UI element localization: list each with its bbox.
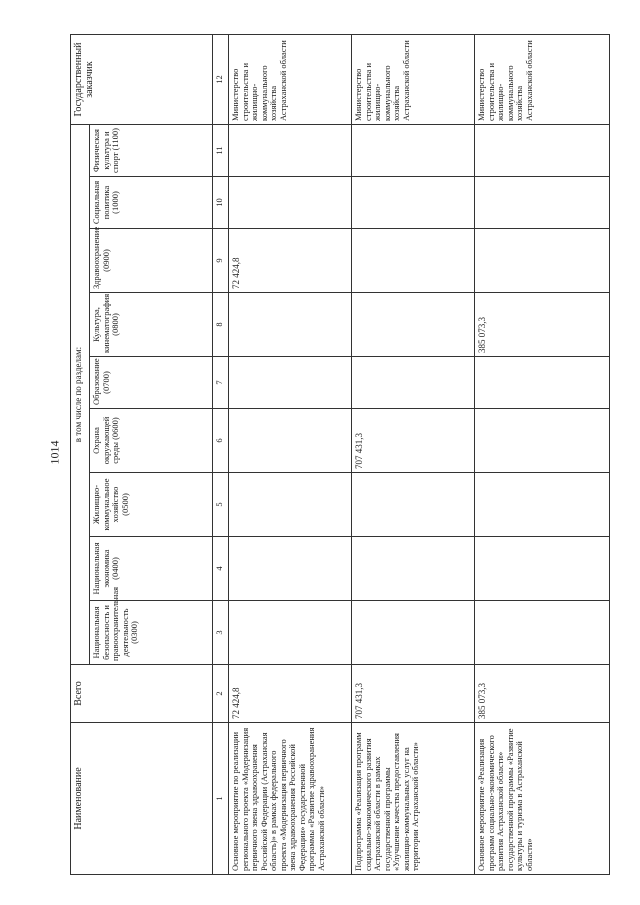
row-section-value	[475, 177, 610, 229]
row-customer: Министерство строительства и жилищно-коммунального хозяйства Астраханской области	[475, 35, 610, 125]
row-customer: Министерство строительства и жилищно-коммунального хозяйства Астраханской области	[352, 35, 475, 125]
header-section: Культура, кинематография (0800)	[90, 293, 213, 357]
row-section-value	[229, 601, 352, 665]
column-numbers-row	[213, 35, 229, 875]
row-section-value	[352, 601, 475, 665]
column-number: 11	[213, 125, 229, 177]
row-section-value	[229, 473, 352, 537]
column-number: 2	[213, 665, 229, 723]
table-row	[352, 35, 475, 875]
header-section: Физическая культура и спорт (1100)	[90, 125, 213, 177]
column-number: 3	[213, 601, 229, 665]
header-section: Охрана окружающей среды (0600)	[90, 409, 213, 473]
row-section-value	[352, 293, 475, 357]
row-section-value	[475, 473, 610, 537]
row-section-value	[475, 125, 610, 177]
row-section-value	[475, 537, 610, 601]
column-number: 5	[213, 473, 229, 537]
row-total: 72 424,8	[229, 665, 352, 723]
header-section: Социальная политика (1000)	[90, 177, 213, 229]
budget-table	[70, 34, 610, 875]
row-section-value	[352, 537, 475, 601]
header-total: Всего	[71, 665, 213, 723]
row-section-value: 72 424,8	[229, 229, 352, 293]
row-customer: Министерство строительства и жилищно-коммунального хозяйства Астраханской области	[229, 35, 352, 125]
column-number: 6	[213, 409, 229, 473]
row-section-value	[229, 357, 352, 409]
row-section-value: 707 431,3	[352, 409, 475, 473]
row-section-value: 385 073,3	[475, 293, 610, 357]
header-section: Жилищно-коммунальное хозяйство (0500)	[90, 473, 213, 537]
row-section-value	[352, 177, 475, 229]
row-total: 707 431,3	[352, 665, 475, 723]
column-number: 7	[213, 357, 229, 409]
header-customer: Государственный заказчик	[71, 35, 213, 125]
table-row	[229, 35, 352, 875]
column-number: 8	[213, 293, 229, 357]
header-section: Национальная безопасность и правоохранительная деятельность (0300)	[90, 601, 213, 665]
header-section: Образование (0700)	[90, 357, 213, 409]
header-name: Наименование	[71, 723, 213, 875]
row-section-value	[229, 177, 352, 229]
row-name: Основное мероприятие по реализации регионального проекта «Модернизация первичного звена здравоохранения Российской Федерации (Астраханская область)» в рамках федерального проекта «Модернизация первичного звена здравоохранения Российской Федерации» государственной программы «Развитие здравоохранения Астраханской области»	[229, 723, 352, 875]
page-number: 1014	[47, 440, 62, 465]
column-number: 4	[213, 537, 229, 601]
table-row	[475, 35, 610, 875]
row-section-value	[475, 357, 610, 409]
header-section: Национальная экономика (0400)	[90, 537, 213, 601]
row-section-value	[352, 473, 475, 537]
row-section-value	[475, 601, 610, 665]
row-section-value	[475, 229, 610, 293]
column-number: 12	[213, 35, 229, 125]
column-number: 9	[213, 229, 229, 293]
row-name: Основное мероприятие «Реализация программ социально-экономического развития Астраханской области» государственной программы «Развитие культуры и туризма в Астраханской области»	[475, 723, 610, 875]
header-sections-group: в том числе по разделам:	[71, 125, 90, 665]
row-section-value	[229, 293, 352, 357]
column-number: 10	[213, 177, 229, 229]
row-section-value	[229, 125, 352, 177]
column-number: 1	[213, 723, 229, 875]
row-section-value	[229, 409, 352, 473]
row-section-value	[352, 357, 475, 409]
header-section: Здравоохранение (0900)	[90, 229, 213, 293]
row-section-value	[352, 125, 475, 177]
row-section-value	[229, 537, 352, 601]
row-name: Подпрограмма «Реализация программ социально-экономического развития Астраханской области в рамках государственной программы «Улучшение качества предоставления жилищно-коммунальных услуг на территории Астраханской области»	[352, 723, 475, 875]
row-section-value	[352, 229, 475, 293]
budget-table-rotated	[70, 35, 600, 875]
row-section-value	[475, 409, 610, 473]
row-total: 385 073,3	[475, 665, 610, 723]
